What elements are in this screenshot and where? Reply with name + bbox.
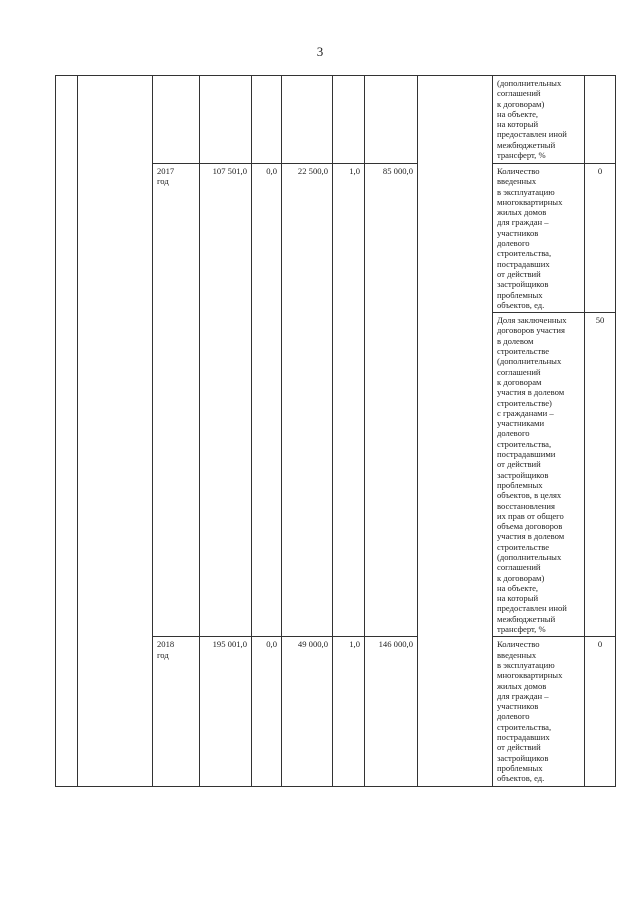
cell-year (153, 76, 200, 164)
indicator-table (55, 75, 616, 787)
cell-local (333, 76, 365, 164)
cell-other: 85 000,0 (365, 164, 418, 637)
cell-other: 146 000,0 (365, 637, 418, 786)
cell-local: 1,0 (333, 164, 365, 637)
cell-regional: 22 500,0 (282, 164, 333, 637)
cell-federal: 0,0 (252, 637, 282, 786)
cell-indicator: Количество введенных в эксплуатацию многоквартирных жилых домов для граждан – участников долевого строительства, пострадавших от действий застройщиков проблемных объектов, ед. (493, 164, 585, 313)
cell-indicator: (дополнительных соглашений к договорам) на объекте, на который предоставлен иной межбюджетный трансферт, % (493, 76, 585, 164)
cell-value (585, 76, 616, 164)
page-number: 3 (316, 44, 324, 59)
cell-value: 0 (585, 637, 616, 786)
cell-total: 107 501,0 (200, 164, 252, 637)
cell-value: 50 (585, 313, 616, 637)
cell-federal (252, 76, 282, 164)
cell-indicator: Доля заключенных договоров участия в долевом строительстве (дополнительных соглашений к договорам участия в долевом строительстве) с гражданами – участниками долевого строительства, пострадавшими от действий застройщиков проблемных объектов, в целях восстановления их прав от общего объема договоров участия в долевом строительстве (дополнительных соглашений к договорам) на объекте, на который предоставлен иной межбюджетный трансферт, % (493, 313, 585, 637)
cell-blank-2 (78, 76, 153, 787)
cell-blank-3 (418, 76, 493, 787)
cell-year: 2018 год (153, 637, 200, 786)
cell-blank-1 (56, 76, 78, 787)
cell-regional: 49 000,0 (282, 637, 333, 786)
cell-total: 195 001,0 (200, 637, 252, 786)
cell-indicator: Количество введенных в эксплуатацию многоквартирных жилых домов для граждан – участников долевого строительства, пострадавших от действий застройщиков проблемных объектов, ед. (493, 637, 585, 786)
cell-federal: 0,0 (252, 164, 282, 637)
cell-year: 2017 год (153, 164, 200, 637)
cell-other (365, 76, 418, 164)
cell-total (200, 76, 252, 164)
table-row (56, 76, 616, 164)
cell-regional (282, 76, 333, 164)
cell-value: 0 (585, 164, 616, 313)
cell-local: 1,0 (333, 637, 365, 786)
